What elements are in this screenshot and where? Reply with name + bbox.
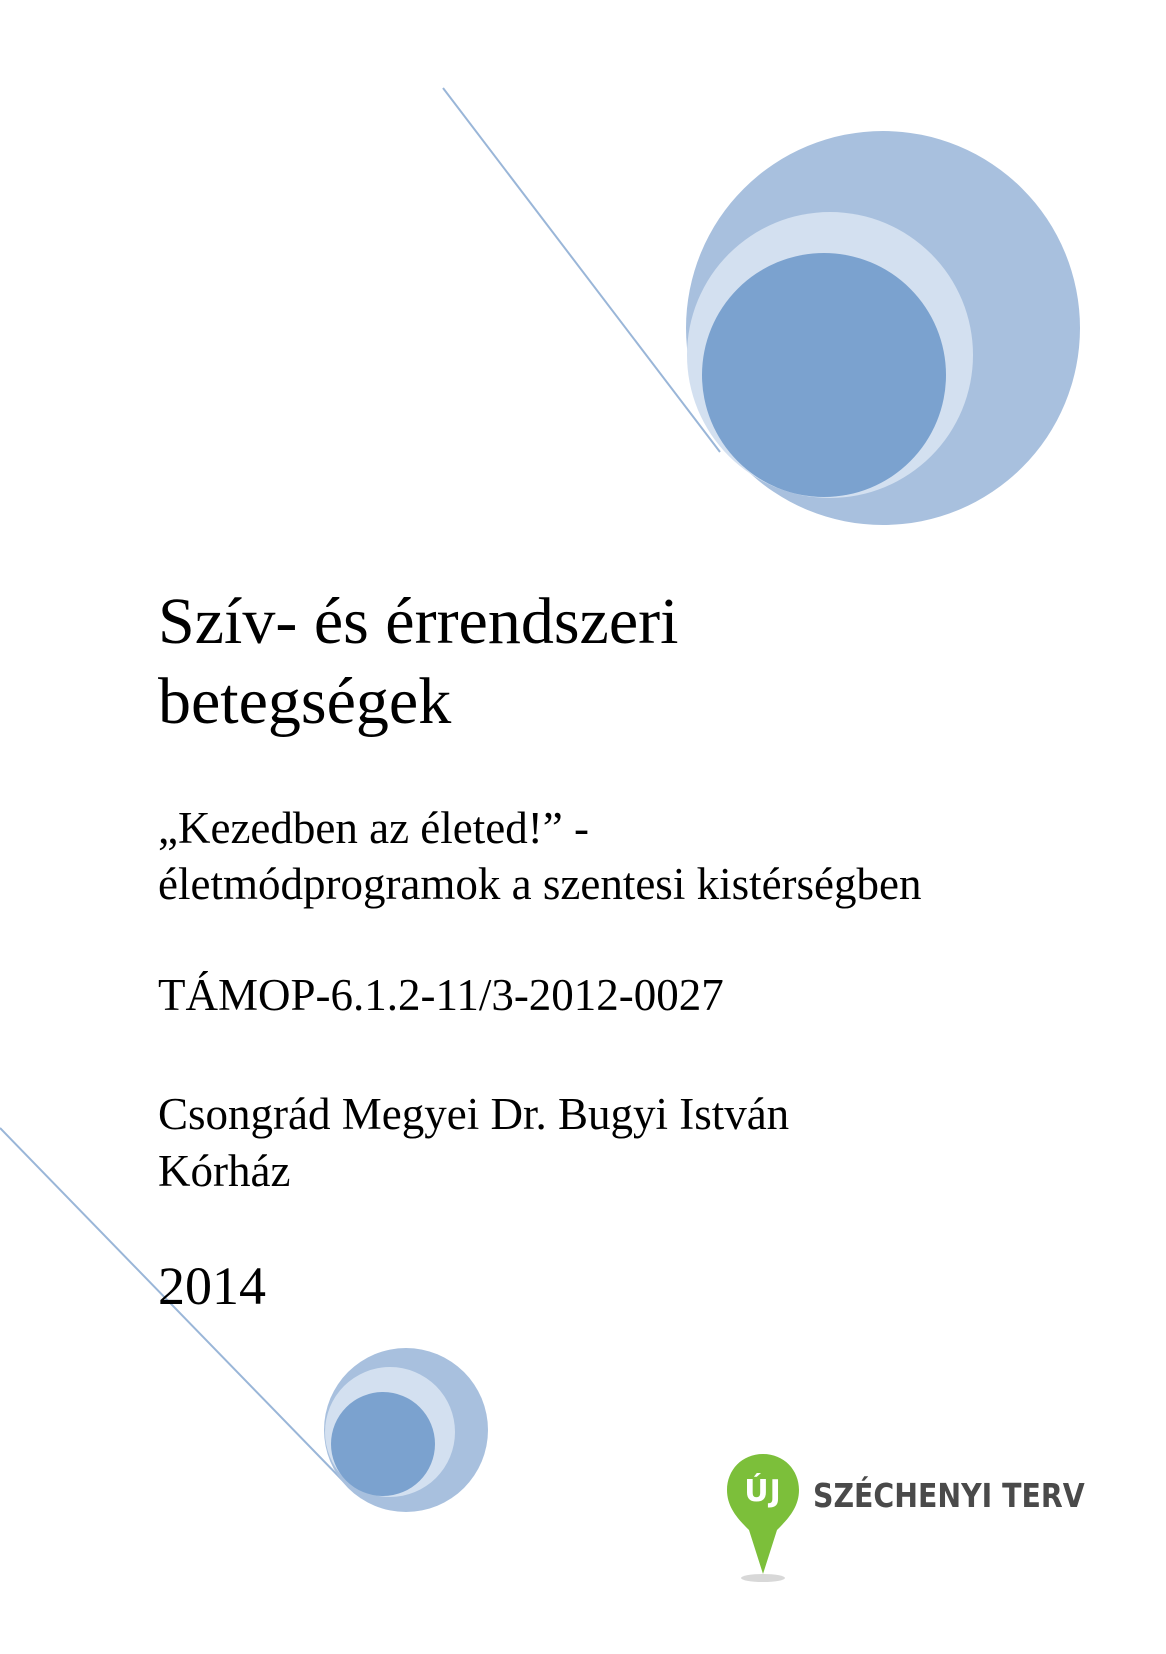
title-line-1: Szív- és érrendszeri bbox=[158, 585, 679, 658]
publication-year: 2014 bbox=[158, 1256, 266, 1316]
project-code: TÁMOP-6.1.2-11/3-2012-0027 bbox=[158, 970, 724, 1020]
institution-line-2: Kórház bbox=[158, 1146, 291, 1196]
map-pin-icon bbox=[725, 1452, 811, 1584]
logo-badge-text: ÚJ bbox=[744, 1474, 782, 1509]
logo-wordmark: SZÉCHENYI TERV bbox=[813, 1476, 1085, 1515]
subtitle-line-2: életmódprogramok a szentesi kistérségben bbox=[158, 859, 922, 909]
document-title bbox=[158, 582, 918, 742]
title-line-2: betegségek bbox=[158, 665, 452, 738]
institution-line-1: Csongrád Megyei Dr. Bugyi István bbox=[158, 1089, 790, 1139]
document-subtitle bbox=[158, 800, 922, 912]
decorative-line-top bbox=[443, 88, 720, 452]
szechenyi-terv-logo bbox=[725, 1452, 1105, 1584]
decorative-circles-small bbox=[324, 1348, 488, 1512]
decorative-circles-large bbox=[686, 131, 1080, 525]
circle-large-inner bbox=[702, 253, 946, 497]
subtitle-line-1: „Kezedben az életed!” - bbox=[158, 803, 589, 853]
circle-small-inner bbox=[331, 1392, 435, 1496]
institution-name bbox=[158, 1086, 789, 1200]
